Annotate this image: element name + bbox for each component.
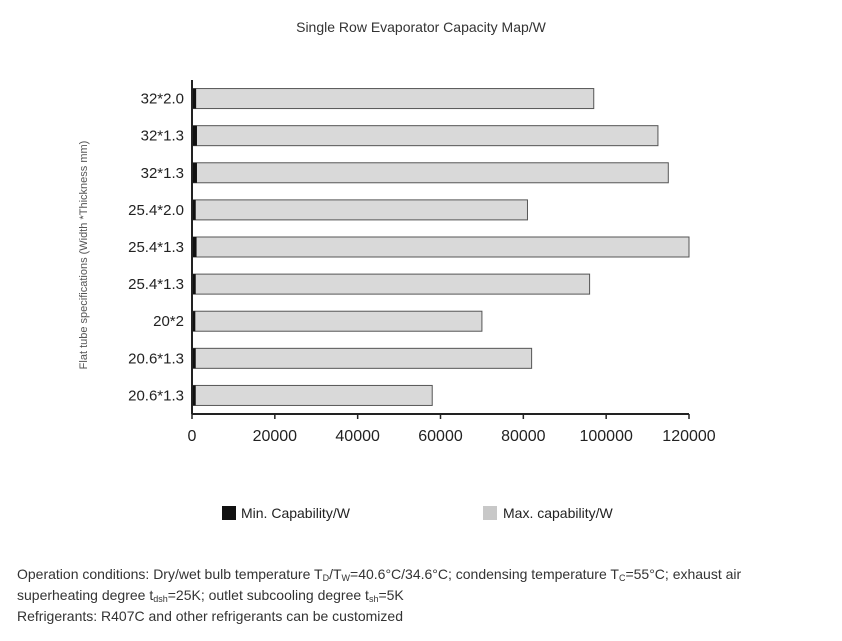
y-tick-label-8: 20.6*1.3 [128,387,184,405]
y-tick-label-0: 32*2.0 [140,90,184,108]
bar-max-3 [192,200,527,220]
x-tick-label-1: 20000 [252,428,298,445]
legend-label-max: Max. capability/W [503,505,613,521]
y-tick-label-4: 25.4*1.3 [128,239,184,256]
x-tick-label-5: 100000 [579,428,633,445]
notes-line-1: Operation conditions: Dry/wet bulb temperature $T_D/T_W=40.6^\circ C/34.6^\circ C$; condensing temperature $T_C=55^\circ C$; exhaust air [17,566,742,583]
bar-max-5 [192,274,590,294]
x-tick-label-0: 0 [187,428,197,445]
y-axis-label: Flat tube specifications (Width *Thickness mm) [78,140,90,370]
x-ticks [188,414,716,445]
notes-line-2: superheating degree $t_{dsh}=25K$; outlet subcooling degree $t_{sh}=5K$ [17,587,404,604]
operation-notes [17,566,817,625]
x-tick-label-6: 120000 [662,428,716,445]
bar-max-8 [192,385,432,405]
y-tick-label-1: 32*1.3 [140,127,184,145]
bars-group [192,89,689,406]
bar-max-0 [192,89,594,109]
bar-max-1 [192,126,658,146]
y-tick-label-2: 32*1.3 [140,164,184,182]
legend-swatch-min [222,506,236,520]
legend [222,505,613,521]
legend-label-min: Min. Capability/W [241,505,350,521]
x-tick-label-3: 60000 [418,428,463,445]
y-tick-label-6: 20*2 [153,313,184,331]
y-tick-label-7: 20.6*1.3 [128,350,184,368]
legend-swatch-max [483,506,497,520]
y-tick-label-5: 25.4*1.3 [128,276,184,294]
y-tick-label-3: 25.4*2.0 [128,201,184,219]
bar-max-7 [192,348,532,368]
bar-max-2 [192,163,668,183]
bar-max-4 [192,237,689,257]
chart-title: Single Row Evaporator Capacity Map/W [296,19,546,35]
x-tick-label-2: 40000 [335,428,380,445]
notes-line-3: Refrigerants: R407C and other refrigerants can be customized [17,608,403,624]
y-tick-labels [128,91,184,405]
x-tick-label-4: 80000 [501,428,546,445]
bar-max-6 [192,311,482,331]
